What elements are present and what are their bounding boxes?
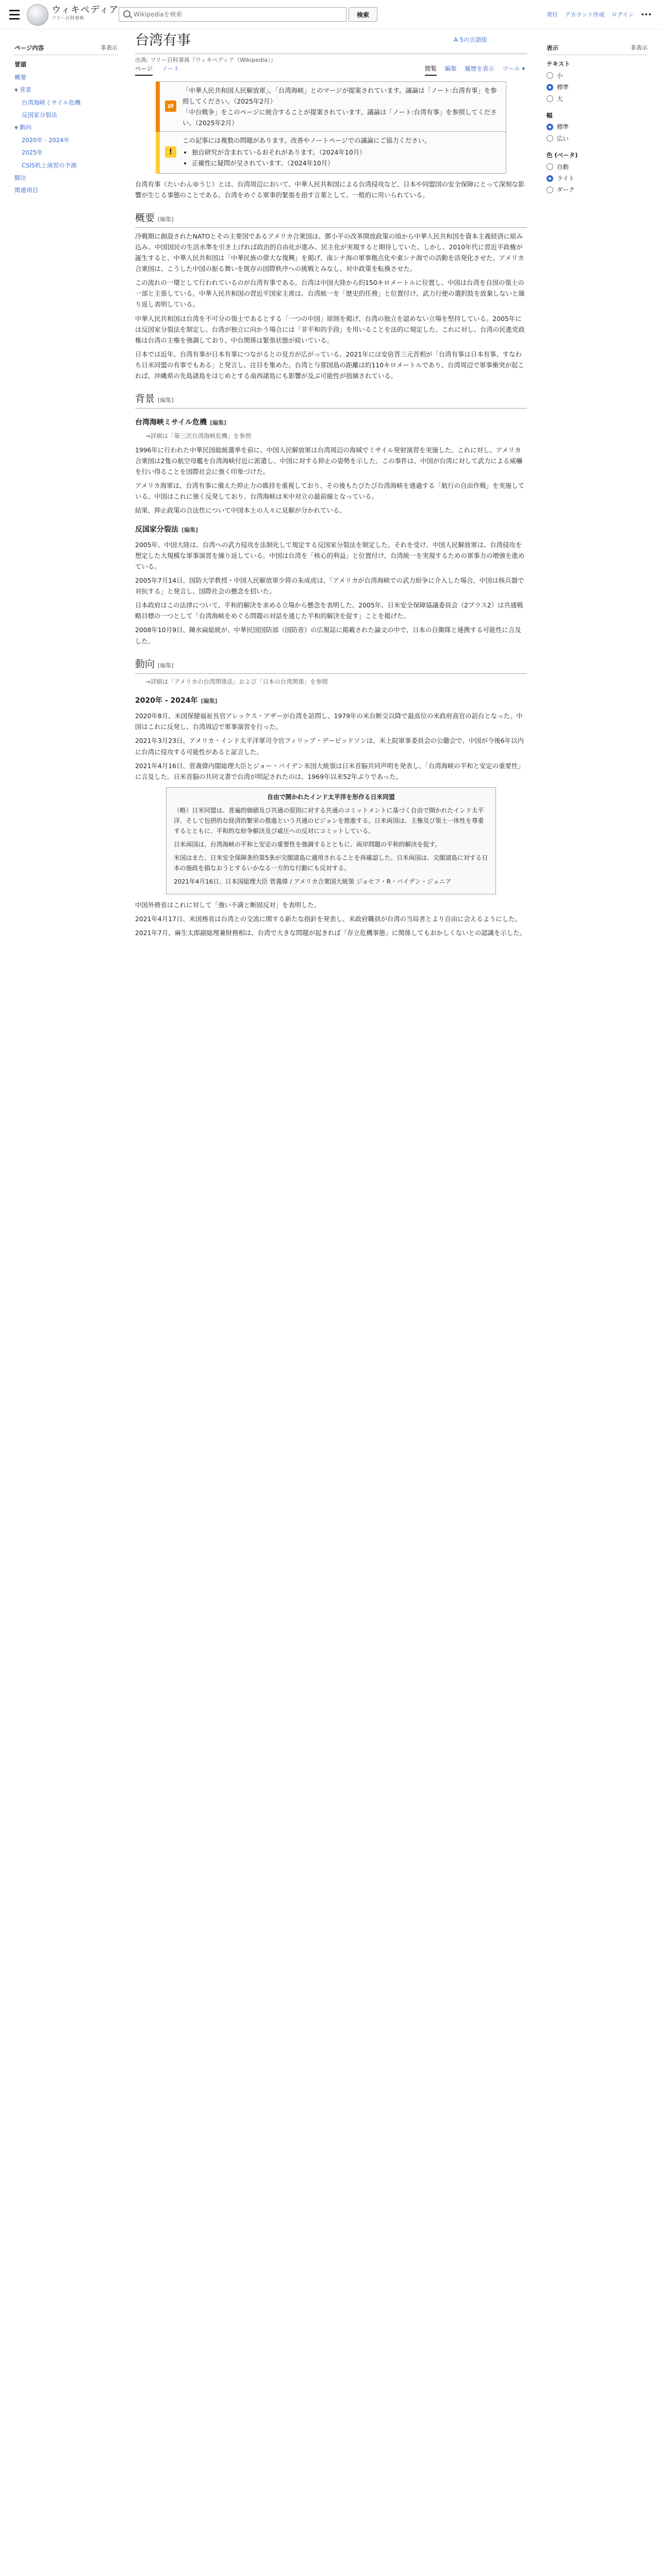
radio-option[interactable]: [547, 122, 648, 131]
toc-item[interactable]: 2020年 - 2024年: [22, 136, 70, 144]
quote-paragraph: 日米両国は、台湾海峡の平和と安定の重要性を強調するとともに、両岸問題の平和的解決を促す。: [174, 840, 441, 848]
toc-title: ページ内容: [14, 44, 44, 52]
chevron-down-icon: ▼: [14, 126, 18, 131]
radio-option[interactable]: [547, 94, 648, 104]
search-icon: [123, 10, 130, 18]
tab-page[interactable]: ページ: [135, 65, 153, 76]
appearance-title: 表示: [547, 44, 558, 52]
paragraph: この流れの一環として行われているのが台湾有事である。台湾は中国大陸から約150キロメートルに位置し、中国は台湾を自国の領土の一部と主張している。中華人民共和国の習近平国家主席は、台湾統一を「歴史的任務」と位置付け、武力行使の選択肢を放棄しないと繰り返し表明している。: [135, 279, 525, 309]
paragraph: 結果、抑止政策の合法性について中国本土の人々に見解が分かれている。: [135, 506, 346, 515]
radio-selected-icon: [547, 175, 553, 182]
notice-list: [183, 147, 501, 168]
menu-line: [9, 18, 20, 20]
notice-line: 「中台戦争」をこのページに統合することが提案されています。議論は「ノート:台湾有事」を参照してください。（2025年2月）: [183, 108, 497, 127]
toc-item[interactable]: 関連項目: [14, 187, 38, 194]
option-label: ライト: [557, 174, 575, 182]
quote-paragraph: 2021年4月16日、日本国総理大臣 菅義偉 / アメリカ合衆国大統領 ジョセフ・R・バイデン・ジュニア: [174, 878, 452, 886]
logo-wordmark[interactable]: [52, 5, 119, 22]
option-label: ダーク: [557, 186, 575, 194]
toc-item[interactable]: 概要: [14, 73, 26, 81]
wikipedia-logo-icon[interactable]: [27, 4, 48, 26]
tab-talk[interactable]: ノート: [161, 65, 180, 72]
toc-hide-button[interactable]: 非表示: [101, 44, 118, 51]
paragraph: 中華人民共和国は台湾を不可分の領土であるとする「一つの中国」原則を掲げ、台湾の独立を認めない立場を堅持している。2005年には反国家分裂法を制定し、台湾が独立に向かう場合には「非平和的手段」を用いることを法的に規定した。これに対し、台湾の民進党政権は台湾の主権を強調しており、中台関係は緊張状態が続いている。: [135, 314, 525, 344]
paragraph: 2008年10月9日、陳水扁総統が、中華民国国防部（国防省）の広報誌に掲載された論文の中で、日本の自衛隊と連携する可能性に言及した。: [135, 626, 521, 645]
option-label: 標準: [557, 123, 569, 131]
appearance-panel: [547, 43, 648, 202]
toc-item[interactable]: 台湾海峡ミサイル危機: [22, 98, 81, 106]
option-label: 自動: [557, 163, 569, 171]
radio-option[interactable]: [547, 71, 648, 80]
section-heading: [135, 391, 527, 409]
subsection-heading: [135, 524, 527, 536]
toc-item[interactable]: 2025年: [22, 149, 43, 157]
toc-item[interactable]: [14, 83, 118, 96]
logo-title: ウィキペディア: [52, 5, 119, 15]
issues-notice: [156, 132, 506, 173]
option-label: 大: [557, 95, 563, 103]
paragraph: 日本政府はこの法律について、平和的解決を求める立場から懸念を表明した。2005年、日米安全保障協議委員会（2プラス2）は共通戦略目標の一つとして「台湾海峡をめぐる問題の対話を通じた平和的解決を促す」ことを掲げた。: [135, 601, 523, 620]
subsection-heading: [135, 417, 527, 429]
radio-option[interactable]: [547, 185, 648, 194]
user-links: [541, 10, 652, 20]
text-size-group: [547, 59, 648, 104]
heading-text: 反国家分裂法: [135, 526, 178, 534]
quote-paragraph: （略）日米同盟は、普遍的価値及び共通の原則に対する共通のコミットメントに基づく自由で開かれたインド太平洋、そして包摂的な経済的繁栄の推進という共通のビジョンを推進する。日米両国は、主権及び領土一体性を尊重するとともに、平和的な紛争解決及び威圧への反対にコミットしている。: [174, 806, 484, 835]
quote-paragraph: 米国はまた、日米安全保障条約第5条が尖閣諸島に適用されることを再確認した。日米両国は、尖閣諸島に対する日本の施政を損なおうとするいかなる一方的な行動にも反対する。: [174, 854, 488, 872]
paragraph: 冷戦期に創設されたNATOとその主要国であるアメリカ合衆国は、鄧小平の改革開放政策の頃から中華人民共和国を資本主義経済に組み込み、中国国民の生活水準を引き上げれば政治的自由化が進み、民主化が実現すると期待していた。しかし、2010年代に習近平政権が誕生すると、中華人民共和国は「中華民族の偉大な復興」を掲げ、南シナ海の軍事拠点化や東シナ海での活動を活発化させた。アメリカ合衆国は、こうした中国の振る舞いを既存の国際秩序への挑戦とみなし、対中政策を転換させた。: [135, 232, 524, 273]
radio-option[interactable]: [547, 174, 648, 183]
edit-link[interactable]: [編集]: [158, 397, 174, 404]
edit-link[interactable]: [編集]: [181, 527, 198, 534]
search-input[interactable]: [133, 9, 341, 20]
option-label: 広い: [557, 134, 569, 142]
more-options-icon[interactable]: •••: [640, 11, 652, 18]
create-account-link[interactable]: アカウント作成: [565, 11, 605, 18]
heading-text: 2020年 - 2024年: [135, 697, 198, 705]
warning-icon: !: [165, 146, 176, 158]
toc-item[interactable]: CSIS机上演習の予測: [22, 161, 77, 169]
radio-selected-icon: [547, 124, 553, 130]
paragraph: 2021年4月16日、菅義偉内閣総理大臣とジョー・バイデン米国大統領は日米首脳共同声明を発表し、「台湾海峡の平和と安定の重要性」に言及した。日米首脳の共同文書で台湾が明記されたのは、1969年以来52年ぶりであった。: [135, 761, 524, 781]
width-group: [547, 111, 648, 143]
heading-text: 台湾海峡ミサイル危機: [135, 418, 207, 427]
hatnote[interactable]: →詳細は「アメリカの台湾関係法」および「日本の台湾関係」を参照: [145, 677, 328, 685]
main-menu-button[interactable]: [7, 7, 22, 22]
radio-icon: [547, 72, 553, 79]
page-subtitle: 出典: フリー百科事典『ウィキペディア（Wikipedia）』: [135, 57, 276, 63]
radio-option[interactable]: [547, 162, 648, 172]
search-box[interactable]: [119, 7, 346, 22]
radio-selected-icon: [547, 84, 553, 91]
radio-icon: [547, 95, 553, 102]
edit-link[interactable]: [編集]: [201, 698, 218, 705]
table-of-contents: [14, 43, 118, 197]
toc-header: [14, 43, 118, 55]
radio-option[interactable]: [547, 82, 648, 92]
notice-item: • 正確性に疑問が呈されています。（2024年10月）: [192, 158, 501, 168]
option-label: 標準: [557, 83, 569, 91]
toc-item[interactable]: 脚注: [14, 174, 26, 181]
notice-line: 「中華人民共和国人民解放軍」、「台湾海峡」とのマージが提案されています。議論は「ノート:台湾有事」を参照してください。（2025年2月）: [183, 87, 497, 106]
option-label: 小: [557, 72, 563, 79]
paragraph: 日本では近年、台湾有事が日本有事につながるとの見方が広がっている。2021年には安倍晋三元首相が「台湾有事は日本有事、すなわち日米同盟の有事でもある」と発言し、注目を集めた。台湾と与那国島の距離は約110キロメートルであり、台湾周辺で軍事衝突が起これば、沖縄県の先島諸島をはじめとする南西諸島にも影響が及ぶ可能性が指摘されている。: [135, 350, 524, 380]
search-button[interactable]: 検索: [349, 7, 377, 22]
appearance-header: [547, 43, 648, 55]
quote-title: 自由で開かれたインド太平洋を形作る日米同盟: [267, 793, 395, 801]
paragraph: アメリカ海軍は、台湾有事に備えた抑止力の維持を重視しており、その後もたびたび台湾海峡を通過する「航行の自由作戦」を実施している。中国はこれに強く反発しており、台湾海峡は米中対立の最前線となっている。: [135, 481, 524, 500]
heading-text: 動向: [135, 658, 155, 670]
login-link[interactable]: ログイン: [611, 11, 634, 18]
radio-icon: [547, 163, 553, 170]
tab-edit[interactable]: 編集: [444, 65, 457, 72]
heading-text: 背景: [135, 393, 155, 405]
group-label: テキスト: [547, 60, 570, 68]
article-content: [135, 81, 527, 941]
radio-icon: [547, 187, 553, 193]
section-heading: [135, 656, 527, 674]
paragraph: 1996年に行われた中華民国総統選挙を前に、中国人民解放軍は台湾周辺の海域でミサイル発射演習を実施した。これに対し、アメリカ合衆国は2隻の航空母艦を台湾海峡付近に派遣し、中国に対する抑止の姿勢を示した。この事件は、中国が台湾に対して武力による威嚇を行い得ることを国際社会に強く印象づけた。: [135, 446, 523, 476]
intro-paragraph: 台湾有事（たいわんゆうじ）とは、台湾周辺において、中華人民共和国による台湾侵攻など、日本や同盟国の安全保障にとって深刻な影響が生じる事態のことである。台湾をめぐる軍事的緊張を指す言葉として、一般的に用いられている。: [135, 180, 525, 199]
edit-link[interactable]: [編集]: [158, 215, 174, 223]
paragraph: 中国外務省はこれに対して「強い不満と断固反対」を表明した。: [135, 901, 321, 909]
site-header: [0, 0, 662, 29]
tab-tools[interactable]: ツール ▾: [502, 65, 525, 72]
donate-link[interactable]: 寄付: [547, 11, 558, 18]
menu-line: [9, 14, 20, 15]
edit-link[interactable]: [編集]: [158, 662, 174, 669]
section-heading: [135, 210, 527, 228]
radio-option[interactable]: [547, 134, 648, 143]
tab-history[interactable]: 履歴を表示: [465, 65, 494, 72]
paragraph: 2005年、中国大陸は、台湾への武力侵攻を法制化して規定する反国家分裂法を制定した。それを受け、中国人民解放軍は、台湾侵攻を想定した大規模な軍事演習を繰り返している。中国は台湾を「核心的利益」と位置付け、台湾統一を実現するための軍事力の増強を進めている。: [135, 540, 525, 571]
language-button[interactable]: A 5の言語版: [454, 36, 487, 43]
hatnote[interactable]: →詳細は「第三次台湾海峡危機」を参照: [145, 432, 252, 440]
namespace-tabs: [135, 64, 187, 73]
paragraph: 2021年4月17日、米国務省は台湾との交流に関する新たな指針を発表し、米政府職員が台湾の当局者とより自由に会えるようにした。: [135, 915, 522, 923]
menu-line: [9, 10, 20, 11]
radio-icon: [547, 135, 553, 142]
chevron-down-icon: ▼: [14, 88, 18, 94]
toc-item-label: 背景: [20, 86, 31, 94]
quote-box: [166, 787, 496, 894]
color-group: [547, 150, 648, 195]
view-tabs: [419, 64, 525, 73]
page-title: 台湾有事: [135, 32, 191, 48]
appearance-hide-button[interactable]: 非表示: [631, 44, 648, 51]
toc-item-label: 動向: [20, 124, 31, 131]
notice-item: • 独自研究が含まれているおそれがあります。（2024年10月）: [192, 147, 501, 158]
heading-text: 概要: [135, 212, 155, 224]
toc-item[interactable]: [14, 121, 118, 133]
group-label: 色 (ベータ): [547, 151, 578, 159]
paragraph: 2005年7月14日、国防大学教授・中国人民解放軍少将の朱成虎は、「アメリカが台湾海峡での武力紛争に介入した場合、中国は核兵器で対抗する」と発言し、国際社会の懸念を招いた。: [135, 577, 524, 596]
logo-subtitle: フリー百科事典: [52, 16, 84, 21]
paragraph: 2021年7月、麻生太郎副総理兼財務相は、台湾で大きな問題が起きれば「存立危機事態」に関係してもおかしくないとの認識を示した。: [135, 929, 526, 937]
paragraph: 2021年3月23日、アメリカ・インド太平洋軍司令官フィリップ・デービッドソンは、米上院軍事委員会の公聴会で、中国が今後6年以内に台湾に侵攻する可能性があると証言した。: [135, 737, 524, 756]
notice-line: この記事には複数の問題があります。改善やノートページでの議論にご協力ください。: [183, 137, 431, 145]
paragraph: 2020年8月、米国保健福祉長官アレックス・アザーが台湾を訪問し、1979年の米台断交以降で最高位の米政府高官の訪台となった。中国はこれに反発し、台湾周辺で軍事演習を行った。: [135, 712, 523, 731]
tab-read[interactable]: 閲覧: [425, 65, 437, 76]
toc-item[interactable]: 反国家分裂法: [22, 111, 57, 118]
subsection-heading: [135, 695, 527, 707]
merge-icon: ⇄: [165, 100, 176, 112]
edit-link[interactable]: [編集]: [210, 419, 227, 427]
toc-item[interactable]: 冒頭: [14, 61, 26, 69]
merge-notice: [156, 81, 506, 132]
group-label: 幅: [547, 111, 553, 119]
